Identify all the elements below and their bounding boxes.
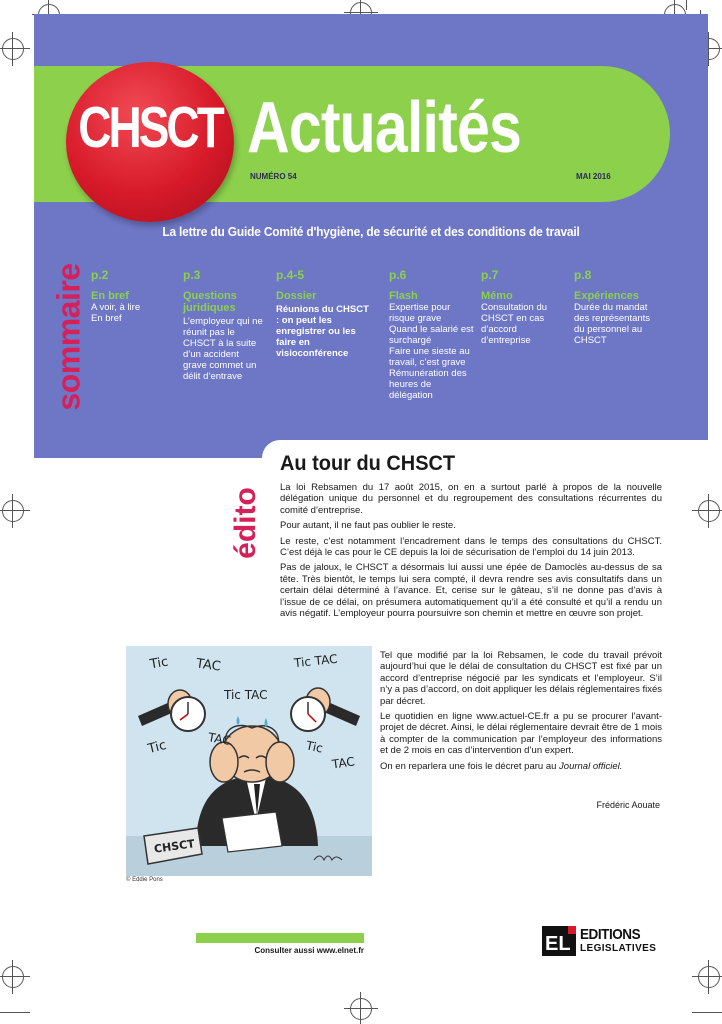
toc-heading: En bref — [91, 290, 129, 302]
registration-mark-right-mid — [698, 500, 720, 522]
toc-column-p3[interactable] — [183, 268, 267, 382]
edito-last-text: On en reparlera une fois le décret paru au — [380, 760, 560, 772]
cartoon-word: Tic — [304, 738, 325, 756]
registration-mark-left-mid — [2, 500, 24, 522]
registration-mark-bottom-right — [698, 966, 720, 988]
cartoon-word: Tic TAC — [293, 651, 339, 671]
chsct-logo-text: CHSCT — [78, 94, 222, 160]
cartoon-sign-text: CHSCT — [153, 837, 196, 856]
toc-heading: Dossier — [276, 290, 317, 302]
toc-heading: Expériences — [574, 290, 639, 302]
edito-signature: Frédéric Aouate — [596, 800, 660, 810]
cartoon-word: Tic — [146, 738, 168, 757]
cartoon-credit: © Eddie Pons — [126, 877, 163, 883]
toc-heading: Flash — [389, 290, 418, 302]
edito-label — [228, 478, 264, 568]
edito-paragraph: La loi Rebsamen du 17 août 2015, on en a surtout parlé à propos de la nouvelle délégation unique du personnel et du regroupement des consultations récurrentes du comité d’entreprise. — [280, 482, 662, 516]
journal-officiel: Journal officiel. — [559, 760, 623, 772]
toc-column-p7[interactable] — [481, 268, 565, 346]
toc-item: Réunions du CHSCT : on peut les enregistrer ou les faire en visioconférence — [276, 304, 369, 359]
edito-paragraph: Le reste, c’est notamment l’encadrement dans le temps des consultations du CHSCT. C’est déjà le cas pour le CE depuis la loi de sécurisation de l’emploi du 14 juin 2013. — [280, 535, 662, 559]
registration-mark-left-top — [2, 38, 24, 60]
toc-item: A voir, à lire — [91, 302, 141, 313]
crop-mark — [686, 0, 687, 10]
toc-column-p4-5[interactable] — [276, 268, 374, 359]
sommaire-label-text: sommaire — [50, 263, 87, 411]
toc-page: p.2 — [91, 268, 109, 282]
edito-paragraph: Tel que modifié par la loi Rebsamen, le code du travail prévoit aujourd’hui que le délai de consultation du CHSCT est fixé par un accord d’entreprise négocié par les syndicats et l’employeur. S’il n’y a pas d’accord, on doit appliquer les délais réglementaires fixés par décret. — [380, 650, 662, 707]
edito-label-text: édito — [229, 487, 262, 559]
toc-item: Durée du mandat des représentants du personnel au CHSCT — [574, 302, 651, 346]
toc-heading: Mémo — [481, 290, 513, 302]
crop-mark — [692, 1012, 722, 1013]
editions-legislatives-logo-icon — [542, 926, 576, 956]
registration-mark-bottom-left — [2, 966, 24, 988]
cartoon-illustration — [126, 646, 372, 876]
toc-column-p8[interactable] — [574, 268, 664, 346]
toc-column-p2[interactable] — [91, 268, 183, 324]
footer-green-bar — [196, 933, 364, 943]
toc-item: Consultation du CHSCT en cas d’accord d’entreprise — [481, 302, 548, 346]
crop-mark — [0, 1012, 30, 1013]
edito-body-top — [280, 482, 662, 623]
edito-paragraph: Pas de jaloux, le CHSCT a désormais lui aussi une épée de Damoclès au-dessus de sa tête. Très bientôt, le temps lui sera compté, il devra rendre ses avis consultatifs dans un certain délai déterminé à l’avance. Et, cerise sur le gâteau, s’il ne donne pas d’avis à l’issue de ce délai, on présumera automatiquement qu’il a été consulté et qu’il a rendu un avis négatif. L’employeur pourra poursuivre son chemin et mettre en œuvre son projet. — [280, 562, 662, 620]
publisher-logo-letters: EL — [545, 933, 571, 955]
elnet-link[interactable]: Consulter aussi www.elnet.fr — [254, 946, 364, 955]
toc-item: Faire une sieste au travail, c’est grave — [389, 346, 470, 368]
publisher-name-line2: LEGISLATIVES — [580, 943, 657, 954]
registration-mark-bottom-center — [350, 998, 372, 1020]
page-title: Actualités — [247, 88, 521, 168]
issue-number: NUMÉRO 54 — [250, 172, 297, 181]
edito-paragraph-last — [380, 761, 662, 772]
toc-item: Quand le salarié est surchargé — [389, 324, 474, 346]
toc-page: p.8 — [574, 268, 592, 282]
toc-column-p6[interactable] — [389, 268, 475, 401]
toc-heading: Questions juridiques — [183, 290, 237, 314]
issue-date: MAI 2016 — [576, 172, 611, 181]
cartoon-word: TAC — [195, 656, 222, 675]
toc-page: p.7 — [481, 268, 499, 282]
toc-item: Expertise pour risque grave — [389, 302, 451, 324]
edito-body-right — [380, 650, 662, 776]
cartoon-word: TAC — [331, 754, 356, 772]
newsletter-subtitle: La lettre du Guide Comité d'hygiène, de sécurité et des conditions de travail — [162, 224, 580, 239]
toc-page: p.4-5 — [276, 268, 305, 282]
cartoon-word: Tic — [148, 654, 170, 673]
toc-item: L’employeur qui ne réunit pas le CHSCT à la suite d’un accident grave commet un délit d’entrave — [183, 316, 263, 382]
toc-item: En bref — [91, 313, 122, 324]
toc-page: p.6 — [389, 268, 407, 282]
sommaire-label — [52, 262, 86, 412]
edito-paragraph: Le quotidien en ligne www.actuel-CE.fr a pu se procurer l’avant-projet de décret. Ainsi, le délai réglementaire devrait être de 1 mois à compter de la communication par l’employeur des informations et de 2 mois en cas d’intervention d’un expert. — [380, 711, 662, 757]
toc-page: p.3 — [183, 268, 201, 282]
toc-item: Rémunération des heures de délégation — [389, 368, 467, 401]
edito-title: Au tour du CHSCT — [280, 452, 456, 475]
cartoon-word: Tic TAC — [224, 688, 268, 702]
publisher-name-line1: EDITIONS — [580, 926, 641, 943]
edito-paragraph: Pour autant, il ne faut pas oublier le reste. — [280, 520, 456, 532]
cartoon-word: TAC — [206, 730, 232, 748]
